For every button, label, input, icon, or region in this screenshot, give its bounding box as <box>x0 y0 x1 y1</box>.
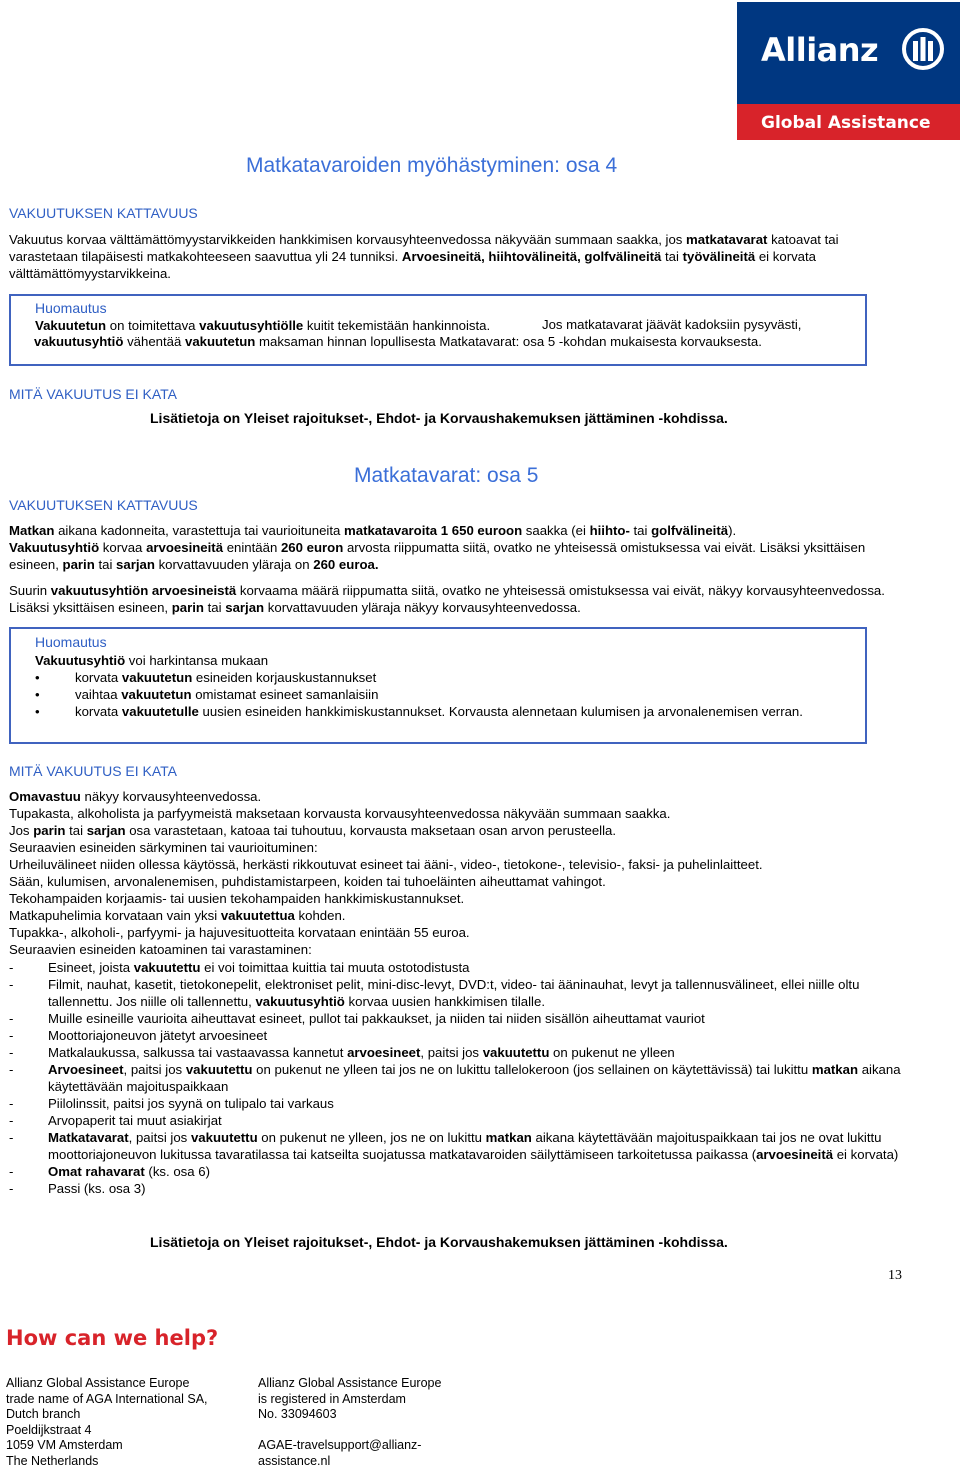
text-run: Tupakasta, alkoholista ja parfyymeistä maksetaan korvausta korvausyhteenvedossa näkyvään summaan saakka. <box>9 806 671 821</box>
text-run: matkan <box>811 1062 859 1077</box>
text-run: Matkan <box>9 523 55 538</box>
text-run: saakka (ei <box>522 523 590 538</box>
text-run: omistamat esineet samanlaisiin <box>191 687 379 702</box>
text-line <box>9 788 909 805</box>
footer-line: Allianz Global Assistance Europe <box>6 1376 190 1390</box>
section5-para2 <box>9 539 909 573</box>
text-run: ei korvata) <box>833 1147 899 1162</box>
text-run: vakuutusyhtiölle <box>199 318 304 333</box>
footer-line <box>258 1423 498 1439</box>
text-run: korvattavuuden yläraja näkyy korvausyhteenvedossa. <box>264 600 581 615</box>
text-run: tai <box>629 523 652 538</box>
text-line <box>9 839 909 856</box>
text-run: työvälineitä <box>682 249 756 264</box>
text-line <box>9 873 909 890</box>
text-run: Jos matkatavarat jäävät kadoksiin pysyvästi, <box>542 317 802 332</box>
footer-line: AGAE-travelsupport@allianz- <box>258 1438 422 1452</box>
text-run: , paitsi jos <box>128 1130 191 1145</box>
footer-line: Poeldijkstraat 4 <box>6 1422 92 1437</box>
text-run: osa varastetaan, katoaa tai tuhoutuu, korvausta maksetaan osan arvon perusteella. <box>125 823 617 838</box>
list-item <box>9 1163 909 1180</box>
text-run: ei korvata välttämättömyystarvikkeina. <box>9 249 817 281</box>
text-run: matkatavaroita 1 650 euroon <box>344 523 523 538</box>
text-run: , paitsi jos <box>123 1062 186 1077</box>
list-item <box>9 1044 909 1061</box>
text-run: arvoesineitä <box>756 1147 834 1162</box>
text-run: 260 euroa. <box>313 557 379 572</box>
footer-line: 1059 VM Amsterdam <box>6 1438 123 1452</box>
help-slogan: How can we help? <box>6 1326 219 1350</box>
text-run: 260 euron <box>280 540 344 555</box>
text-run: korvaa <box>99 540 147 555</box>
footer-col-1 <box>6 1376 246 1468</box>
text-run: arvoesineet <box>347 1045 421 1060</box>
section5-note-box <box>9 627 867 744</box>
section5-note-list <box>35 669 859 720</box>
text-run: Omavastuu <box>9 789 81 804</box>
text-run: Tupakka-, alkoholi-, parfyymi- ja hajuvesituotteita korvataan enintään 55 euroa. <box>9 925 470 940</box>
page-number: 13 <box>888 1268 902 1283</box>
text-run: Matkapuhelimia korvataan vain yksi <box>9 908 221 923</box>
footer-line: The Netherlands <box>6 1453 99 1468</box>
list-item <box>9 1095 909 1112</box>
allianz-eagle-icon <box>901 27 945 71</box>
text-run: sarjan <box>86 823 126 838</box>
text-run: arvoesineitä <box>146 540 224 555</box>
text-run: Sään, kulumisen, arvonalenemisen, puhdistamistarpeen, koiden tai tuhoeläinten aiheuttamat vahingot. <box>9 874 606 889</box>
text-run: hiihto- <box>589 523 630 538</box>
text-run: tai <box>661 249 683 264</box>
footer-col-2 <box>258 1376 498 1468</box>
text-line <box>9 941 909 958</box>
text-run: vakuutettu <box>482 1045 550 1060</box>
text-run: , paitsi jos <box>420 1045 483 1060</box>
section5-exclusion-list <box>9 959 909 1197</box>
text-run: parin <box>33 823 66 838</box>
text-run: vakuutusyhtiön arvoesineistä <box>50 583 237 598</box>
section4-coverage-heading: VAKUUTUKSEN KATTAVUUS <box>9 205 198 221</box>
text-run: korvata <box>75 704 122 719</box>
logo-wordmark: Allianz <box>761 31 879 69</box>
section4-coverage-text <box>9 231 909 282</box>
list-item <box>9 1061 909 1095</box>
text-run: uusien esineiden hankkimiskustannukset. Korvausta alennetaan kulumisen ja arvonalenemisen verran. <box>198 704 803 719</box>
text-run: vakuutettu <box>190 1130 258 1145</box>
text-run: on pukenut ne ylleen <box>549 1045 675 1060</box>
text-line <box>9 822 909 839</box>
section4-title: Matkatavaroiden myöhästyminen: osa 4 <box>246 154 618 177</box>
text-run: Suurin <box>9 583 51 598</box>
text-run: maksaman hinnan lopullisesta Matkatavarat: osa 5 -kohdan mukaisesta korvauksesta. <box>255 334 762 349</box>
section4-body-text <box>34 316 864 350</box>
text-run: esineiden korjauskustannukset <box>192 670 377 685</box>
text-run: matkan <box>485 1130 532 1145</box>
text-run: Tekohampaiden korjaamis- tai uusien tekohampaiden hankkimiskustannukset. <box>9 891 465 906</box>
footer-line: is registered in Amsterdam <box>258 1391 406 1406</box>
text-run: Vakuutetun <box>35 318 107 333</box>
text-line <box>9 890 909 907</box>
text-run: Jos <box>9 823 34 838</box>
text-run: tai <box>203 600 226 615</box>
text-run: Matkatavarat <box>48 1130 129 1145</box>
list-item <box>9 1027 909 1044</box>
allianz-logo <box>737 2 960 140</box>
text-run: Omat rahavarat <box>48 1164 145 1179</box>
text-run: Arvoesineitä, hiihtovälineitä, golfvälineitä <box>401 249 662 264</box>
section5-para3 <box>9 582 889 616</box>
list-item <box>9 1010 909 1027</box>
text-run: Arvoesineet <box>48 1062 124 1077</box>
footer-line: assistance.nl <box>258 1453 331 1468</box>
section5-title: Matkatavarat: osa 5 <box>354 464 539 487</box>
text-run: Matkalaukussa, salkussa tai vastaavassa kannetut <box>48 1045 348 1060</box>
text-run: kohden. <box>294 908 346 923</box>
text-run: arvosta riippumatta siitä, ovatko ne yhteisessä omistuksessa vai eivät. Lisäksi yksittäisen esineen, <box>9 540 866 572</box>
text-run: korvaama määrä riippumatta siitä, ovatko ne yhteisessä omistuksessa vai eivät, näkyy korvausyhteenvedossa. Lisäksi yksittäisen esineen, <box>9 583 885 615</box>
text-run: Passi (ks. osa 3) <box>48 1181 146 1196</box>
footer-line: No. 33094603 <box>258 1407 337 1421</box>
section5-coverage-heading: VAKUUTUKSEN KATTAVUUS <box>9 497 198 513</box>
text-run: korvattavuuden yläraja on <box>154 557 314 572</box>
text-run: sarjan <box>225 600 265 615</box>
list-item <box>9 1180 909 1197</box>
text-run: vähentää <box>123 334 185 349</box>
list-item <box>35 703 859 720</box>
text-run: Vakuutusyhtiö <box>35 653 126 668</box>
list-item <box>9 1129 909 1163</box>
list-item <box>9 959 909 976</box>
text-run: on pukenut ne ylleen, jos ne on lukittu <box>257 1130 486 1145</box>
text-run: Esineet, joista <box>48 960 134 975</box>
text-run: vakuutusyhtiö <box>255 994 345 1009</box>
text-run: vakuutetun <box>121 670 193 685</box>
section4-more-info: Lisätietoja on Yleiset rajoitukset-, Ehdot- ja Korvaushakemuksen jättäminen -kohdissa. <box>150 410 728 426</box>
text-run: Moottoriajoneuvon jätetyt arvoesineet <box>48 1028 268 1043</box>
text-run: Urheiluvälineet niiden ollessa käytössä, herkästi rikkoutuvat esineet tai ääni-, video-, tietokone-, televisio-, faksi- ja puhelinlaitteet. <box>9 857 763 872</box>
text-line <box>9 924 909 941</box>
text-line <box>9 907 909 924</box>
text-run: aikana käytettävään majoituspaikkaan <box>48 1062 901 1094</box>
text-run: on toimitettava <box>106 318 200 333</box>
text-run: ). <box>728 523 737 538</box>
list-item <box>35 669 859 686</box>
text-run: vakuutettu <box>133 960 201 975</box>
text-run: korvaa uusien hankkimisen tilalle. <box>344 994 545 1009</box>
list-item <box>9 1112 909 1129</box>
text-run: tai <box>94 557 117 572</box>
list-item <box>9 976 909 1010</box>
text-run: tai <box>65 823 87 838</box>
text-run: (ks. osa 6) <box>144 1164 210 1179</box>
text-run: Vakuutusyhtiö <box>9 540 100 555</box>
text-run: vakuutetun <box>185 334 256 349</box>
text-run: on pukenut ne ylleen tai jos ne on lukittu tallelokeroon (jos sellainen on käytettävissä) tai lukittu <box>252 1062 812 1077</box>
text-run: ei voi toimittaa kuittia tai muuta ostotodistusta <box>200 960 470 975</box>
text-run: vakuutetun <box>121 687 192 702</box>
text-run: vakuutusyhtiö <box>34 334 124 349</box>
section5-note-title: Huomautus <box>35 634 107 650</box>
text-run: vakuutettu <box>185 1062 253 1077</box>
text-run: golfvälineitä <box>651 523 729 538</box>
text-run: korvata <box>75 670 122 685</box>
text-run: aikana käytettävään majoituspaikkaan tai jos ne ovat lukittu moottoriajoneuvon lukitussa tavaratilassa tai katseilta suojatussa matkatavaroiden säilyttämiseen tarkoitetussa paikassa ( <box>48 1130 882 1162</box>
text-run: Vakuutus korvaa välttämättömyystarvikkeiden hankkimisen korvausyhteenvedossa näkyvään summaan saakka, jos <box>9 232 687 247</box>
footer-line: Allianz Global Assistance Europe <box>258 1376 442 1390</box>
section4-note-title: Huomautus <box>35 300 107 316</box>
footer-line: trade name of AGA International SA, <box>6 1391 208 1406</box>
section5-note-intro <box>35 652 268 669</box>
text-line <box>9 805 909 822</box>
text-run: matkatavarat <box>686 232 768 247</box>
text-run: vakuutetulle <box>121 704 199 719</box>
text-run: Filmit, nauhat, kasetit, tietokonepelit, elektroniset pelit, mini-disc-levyt, DVD:t, video- tai ääninauhat, levyt ja tallennusvälineet, ellei niille oltu tallennettu. Jos niille oli tallennettu, <box>48 977 860 1009</box>
section4-exclusion-heading: MITÄ VAKUUTUS EI KATA <box>9 386 178 402</box>
text-run: Muille esineille vaurioita aiheuttavat esineet, pullot tai pakkaukset, ja niiden tai niiden sisällön aiheuttamat vauriot <box>48 1011 705 1026</box>
text-run: näkyy korvausyhteenvedossa. <box>80 789 262 804</box>
section5-para1 <box>9 522 909 539</box>
section5-exclusion-lines <box>9 788 909 958</box>
text-run: aikana kadonneita, varastettuja tai vaurioituneita <box>54 523 345 538</box>
text-run: vakuutettua <box>220 908 295 923</box>
section5-more-info: Lisätietoja on Yleiset rajoitukset-, Ehdot- ja Korvaushakemuksen jättäminen -kohdissa. <box>150 1234 728 1250</box>
text-run: kuitit tekemistään hankinnoista. <box>303 318 491 333</box>
section5-exclusion-heading: MITÄ VAKUUTUS EI KATA <box>9 763 178 779</box>
logo-subtitle: Global Assistance <box>761 113 931 133</box>
text-run: Seuraavien esineiden särkyminen tai vaurioituminen: <box>9 840 318 855</box>
text-run: vaihtaa <box>75 687 122 702</box>
text-run: Seuraavien esineiden katoaminen tai varastaminen: <box>9 942 312 957</box>
footer-line: Dutch branch <box>6 1407 81 1421</box>
text-run: sarjan <box>116 557 155 572</box>
text-run: enintään <box>223 540 281 555</box>
text-run: Piilolinssit, paitsi jos syynä on tulipalo tai varkaus <box>48 1096 334 1111</box>
text-run: parin <box>171 600 204 615</box>
list-item <box>35 686 859 703</box>
text-line <box>9 856 909 873</box>
text-run: Arvopaperit tai muut asiakirjat <box>48 1113 222 1128</box>
text-run: katoavat tai varastetaan tilapäisesti matkakohteeseen saavuttua yli 24 tunniksi. <box>9 232 839 264</box>
text-run: voi harkintansa mukaan <box>125 653 269 668</box>
text-run: parin <box>62 557 95 572</box>
